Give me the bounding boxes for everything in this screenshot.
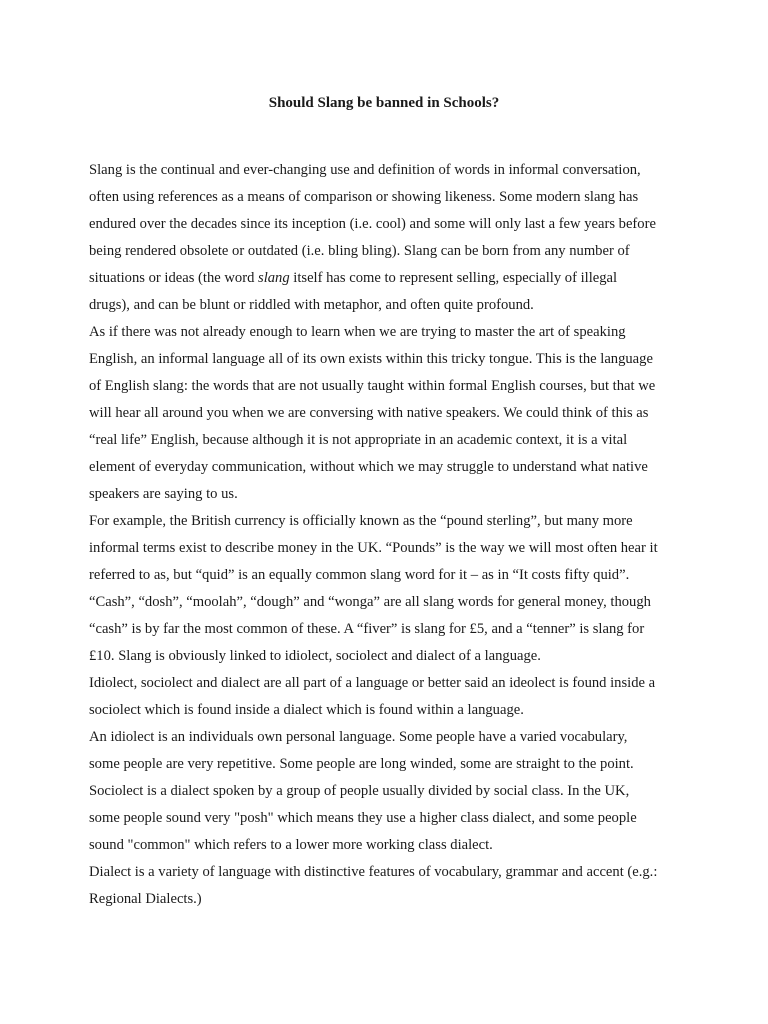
paragraph bbox=[89, 670, 689, 724]
text-segment: some people are very repetitive. Some people are long winded, some are straight to the point. bbox=[89, 756, 634, 772]
text-line bbox=[89, 319, 689, 346]
text-segment: “Cash”, “dosh”, “moolah”, “dough” and “wonga” are all slang words for general money, though bbox=[89, 594, 651, 610]
text-segment: sound "common" which refers to a lower more working class dialect. bbox=[89, 837, 493, 853]
text-line bbox=[89, 265, 689, 292]
text-segment: informal terms exist to describe money in the UK. “Pounds” is the way we will most often hear it bbox=[89, 540, 658, 556]
text-line bbox=[89, 238, 689, 265]
paragraph bbox=[89, 319, 689, 508]
text-line bbox=[89, 508, 689, 535]
text-line bbox=[89, 346, 689, 373]
text-segment: referred to as, but “quid” is an equally common slang word for it – as in “It costs fifty quid”. bbox=[89, 567, 630, 583]
text-segment: often using references as a means of comparison or showing likeness. Some modern slang has bbox=[89, 189, 639, 205]
text-segment: sociolect which is found inside a dialect which is found within a language. bbox=[89, 702, 524, 718]
text-segment: Idiolect, sociolect and dialect are all part of a language or better said an ideolect is found inside a bbox=[89, 675, 656, 691]
text-line bbox=[89, 778, 689, 805]
text-segment: situations or ideas (the word bbox=[89, 270, 259, 286]
text-line bbox=[89, 697, 689, 724]
text-line bbox=[89, 454, 689, 481]
text-line bbox=[89, 562, 689, 589]
text-line bbox=[89, 373, 689, 400]
text-line bbox=[89, 832, 689, 859]
text-segment: Slang is the continual and ever-changing use and definition of words in informal conversation, bbox=[89, 162, 641, 178]
text-line bbox=[89, 589, 689, 616]
text-segment: speakers are saying to us. bbox=[89, 486, 238, 502]
paragraph bbox=[89, 778, 689, 859]
text-line bbox=[89, 211, 689, 238]
text-line bbox=[89, 886, 689, 913]
text-line bbox=[89, 643, 689, 670]
text-segment: being rendered obsolete or outdated (i.e. bling bling). Slang can be born from any number of bbox=[89, 243, 630, 259]
text-segment: of English slang: the words that are not usually taught within formal English courses, but that we bbox=[89, 378, 656, 394]
text-line bbox=[89, 805, 689, 832]
text-segment: some people sound very "posh" which means they use a higher class dialect, and some people bbox=[89, 810, 637, 826]
text-line bbox=[89, 400, 689, 427]
text-line bbox=[89, 724, 689, 751]
text-segment: “cash” is by far the most common of these. A “fiver” is slang for £5, and a “tenner” is slang for bbox=[89, 621, 645, 637]
text-line bbox=[89, 535, 689, 562]
italic-text: slang bbox=[258, 270, 290, 286]
text-segment: English, an informal language all of its own exists within this tricky tongue. This is the language bbox=[89, 351, 653, 367]
paragraph bbox=[89, 508, 689, 670]
text-segment: endured over the decades since its inception (i.e. cool) and some will only last a few years before bbox=[89, 216, 656, 232]
text-segment: “real life” English, because although it is not appropriate in an academic context, it is a vital bbox=[89, 432, 628, 448]
document-body bbox=[89, 157, 689, 913]
text-line bbox=[89, 292, 689, 319]
text-line bbox=[89, 184, 689, 211]
document-title: Should Slang be banned in Schools? bbox=[268, 95, 500, 111]
text-segment: element of everyday communication, without which we may struggle to understand what native bbox=[89, 459, 648, 475]
text-segment: For example, the British currency is officially known as the “pound sterling”, but many more bbox=[89, 513, 633, 529]
text-line bbox=[89, 616, 689, 643]
paragraph bbox=[89, 859, 689, 913]
text-segment: will hear all around you when we are conversing with native speakers. We could think of this as bbox=[89, 405, 649, 421]
text-line bbox=[89, 670, 689, 697]
paragraph bbox=[89, 157, 689, 319]
text-segment: Dialect is a variety of language with distinctive features of vocabulary, grammar and accent (e.g.: bbox=[89, 864, 658, 880]
text-line bbox=[89, 751, 689, 778]
text-segment: Sociolect is a dialect spoken by a group of people usually divided by social class. In the UK, bbox=[89, 783, 630, 799]
text-line bbox=[89, 859, 689, 886]
text-line bbox=[89, 157, 689, 184]
text-line bbox=[89, 427, 689, 454]
text-segment: itself has come to represent selling, especially of illegal bbox=[289, 270, 618, 286]
paragraph bbox=[89, 724, 689, 778]
text-segment: £10. Slang is obviously linked to idiolect, sociolect and dialect of a language. bbox=[89, 648, 541, 664]
text-segment: drugs), and can be blunt or riddled with metaphor, and often quite profound. bbox=[89, 297, 534, 313]
text-segment: As if there was not already enough to learn when we are trying to master the art of speaking bbox=[89, 324, 626, 340]
text-segment: An idiolect is an individuals own personal language. Some people have a varied vocabulary, bbox=[89, 729, 628, 745]
text-line bbox=[89, 481, 689, 508]
text-segment: Regional Dialects.) bbox=[89, 891, 202, 907]
